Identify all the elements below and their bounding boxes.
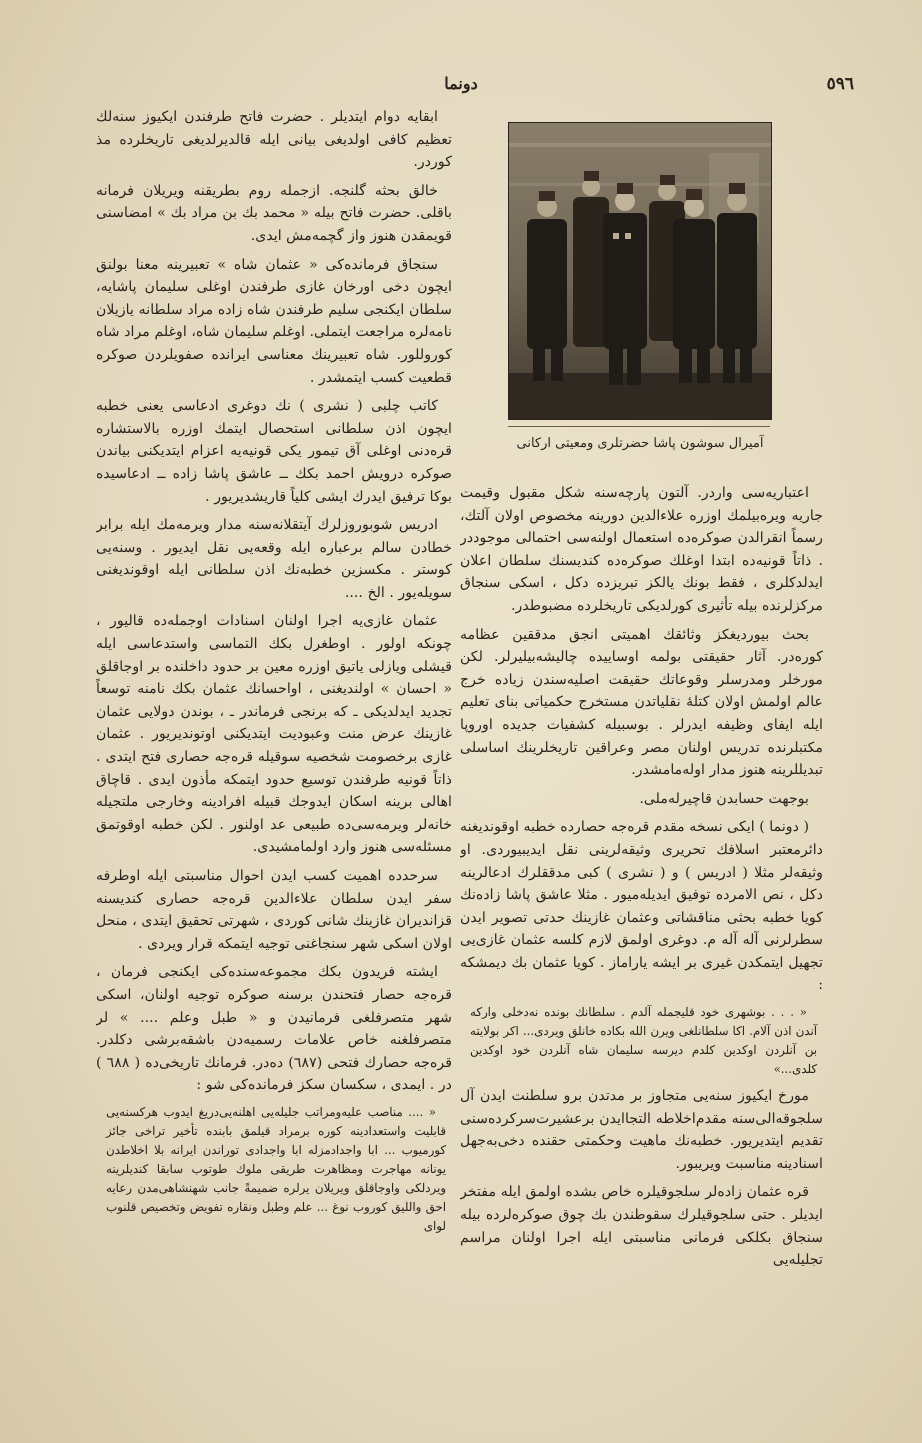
paragraph: ایشته فریدون بکك مجموعه‌سنده‌کی ایکنجی فرمان ، قره‌جه حصار فتحندن برسنه صوکره توجیه اولنان، اسکی شهر متصرفلغی فرمانیدن و « طبل وعلم .... » لر متصرفلغنه خاص علامات رسمیه‌دن باشقه‌برشی دکلدر. قره‌جه حصارك فتحی (٦٨٧) ده‌در. فرمانك تاریخی‌ده ( ٦٨٨ ) در . ایمدی ، سکسان سکز فرمانده‌کی شو : [96, 964, 452, 1094]
paragraph: ابقایه دوام ایتدیلر . حضرت فاتح طرفندن ایکیوز سنه‌لك تعظیم کافی اولدیغی بیانی ایله قالدیرلدیغی تاریخلرده مذ کوردر. [96, 109, 452, 171]
running-head: دونما [444, 74, 478, 93]
caption-rule [508, 426, 770, 427]
group-photograph [508, 122, 772, 420]
left-text-column [96, 106, 452, 1396]
paragraph: بحث بیوردیغکز وثائقك اهمیتی انجق مدققین عظامه کوره‌در. آثار حقیقتی بولمه اوساییده چالیشه‌بیلیرلر. لکن مورخلر ومدرسلر وقوعاتك حقیقت اصلیه‌سندن زیاده خرج عالم اولمش اولان کتله‌ٔ نقلیاتدن مستخرج حکمیاتی بنای تعلیم ایله ایفای وظیفه ایدرلر . بوسبیله کشفیات جدیده اوروپا مکتبلرنده تدریس اولنان مصر وعراقین تاریخلرینك اساسلی تبدیللرینه هنوز مدار اوله‌مامشدر. [460, 626, 823, 779]
page-number: ٥٩٦ [826, 74, 854, 94]
block-quote: « .... مناصب علیه‌ومراتب جلیله‌یی اهلنه‌یی‌دریغ ایدوب هرکسنه‌یی قابلیت واستعدادینه کوره برمراد قیلمق بابنده تأخیر تراخی جائز کورمیوب ... ابا واجدادمزله ابا واجدادی توراندن ایرانه بلا اخلاطدن یونانه مهاجرت ومظاهرت طریقی ملوك طوتوب سابقا کندیلرینه ویردلکی واوجاقلق ویریلان یرلره ضمیمةً جانب شهنشاهی‌مدن رعایه احق واللیق کوروب نوغ ... علم وطبل ونقاره تفویض وتخصیص قلنوب لوای [106, 1104, 446, 1233]
paragraph: ادریس شوبوروزلرك آیتقلانه‌سنه مدار ویرمه‌مك ایله برابر خطادن سالم برعباره ایله وقعه‌یی نقل ایدیور . وسنه‌یی کوستر . مکسزین خطبه‌نك اذن سلطانی ایله اوقوندیغنی سویله‌یور . الخ .... [96, 517, 452, 601]
paragraph: اعتباریه‌سی واردر. آلتون پارچه‌سنه شکل مقبول وقیمت جاریه ویره‌بیلمك اوزره علاءالدین دورینه مخصوص اولان آلتك، رسماً انقرالدن صوکره‌ده استعمال اولنه‌سی احتمالی موجوددر . ذاتاً قونیه‌ده ابتدا اوغلك صوکره‌ده کندیسنك سلطان اعلان ایدلدکلری ، فقط بونك یالکز تبریزده دکل ، اسکی سنجاق مرکزلرنده بیله تأثیری کورلدیکی تاریخلرده مضبوطدر. [460, 485, 823, 614]
paragraph: خالق بحثه گلنجه. ازجمله روم بطریقنه ویریلان فرمانه باقلی. حضرت فاتح بیله « محمد بك بن مراد بك » امضاسنی قویمقدن هنوز واز گچمه‌مش ایدی. [96, 182, 452, 244]
paragraph: سرحدده اهمیت کسب ایدن احوال مناسبتی ایله اوطرفه سفر ایدن سلطان علاءالدین قره‌جه حصاری کندیسنه قزاندیران غازینك شانی کوردی ، شهرتی تحقیق ایتدی ، منحل اولان اسکی شهر سنجاغنی توجیه ایتمکه قرار ویردی . [96, 868, 452, 952]
paragraph: سنجاق فرمانده‌کی « عثمان شاه » تعبیرینه معنا بولنق ایچون دخی اورخان غازی طرفندن اوغلی سلیمان پاشایه، سلطان ایکنجی سلیم طرفندن شاه زاده مراد سلطانه یازیلان نامه‌لره مراجعت ایتملی. اوغلم سلیمان شاه، اوغلم مراد شاه کوروللور. شاه تعبیرینك معناسی ایرانده صفویلردن صوکره قطعیت کسب ایتمشدر . [96, 256, 452, 386]
block-quote: « . . . بوشهری خود قلیجمله آلدم . سلطانك بونده نه‌دخلی وارکه آندن اذن آلام. اکا سلطانلغی ویرن الله بکاده خانلق ویردی... اکر بولایته بن آنلردن اوکدین کلدم دیرسه سلیمان شاه آنلردن خود اوکدین کلدی...» [470, 1005, 817, 1077]
photo-caption: آمیرال سوشون پاشا حضرتلری ومعیتی ارکانی [516, 436, 764, 451]
paragraph: مورخ ایکیوز سنه‌یی متجاوز بر مدتدن برو سلطنت ایدن آل سلجوقه‌الی‌سنه مقدم‌اخلاطه التجاایدن برعشیرت‌سرکرده‌سنی تقدیم ایتدیریور. خطبه‌نك ماهیت وحکمتی حقنده دخی‌به‌جهل اسنادینه مناسبت ویریبور. [460, 1088, 823, 1172]
paragraph: بوجهت حسابدن قاچیرله‌ملی. [639, 790, 809, 807]
right-text-column [460, 482, 823, 1342]
paragraph: ( دونما ) ایکی نسخه مقدم قره‌جه حصارده خطبه اوقوندیغنه دائرمعتبر اسلافك تحریری وثیقه‌لرینی نقل ایدیبیوردی. او وثیقه‌لر مثلا ( ادریس ) و ( نشری ) کبی مدققلرك ادعالرینه دکل ، نص الامرده توفیق ایدیله‌میور . مثلا عاشق پاشا زاده‌نك کویا خطبه بحثی مناقشاتی وعثمان غازینك حدتی تصویر ایدن سطرلرنی آله آله م. دوغری اولمق لازم کلسه عثمان غازی‌یی تجهیل ایتمکدن غیری بر ایشه یاراماز . کویا عثمان بك دیمشکه : [460, 819, 823, 994]
paragraph: قره عثمان زاده‌لر سلجوقیلره خاص بشده اولمق ایله مفتخر ایدیلر . حتی سلجوقیلرك سقوطندن بك چوق صوکره‌لرده بیله سنجاق بکلکی فرمانی مناسبتی ایله اجرا اولنان مراسم تجلیله‌یی [460, 1184, 823, 1269]
paragraph: عثمان غازی‌یه اجرا اولنان اسنادات اوجمله‌ده قالیور ، چونکه اولور . اوطغرل بکك التماسی واستدعاسی ایله قیشلی ویازلی یاتیق اوزره معین بر حدود داخلنده بر اوجاقلق « احسان » اولندیغنی ، اواحسانك عثمان بکك نامنه توسعاً تجدید ایدلدیکی ـ که برنجی فرماندر ـ ، بوندن دولایی عثمان غازینك عرض منت وعبودیت ایتدیکنی اوتوندیریور . عثمان غازی برخصومت شخصیه سوقیله قره‌جه حصاری فتح ایتدی . ذاتاً قونیه طرفندن توسیع حدود ایتمکه مأذون ایدی . قاچاق اهالی برینه اسکان ایدوجك قبیله افرادینه وخارجی ملتجیله خانه‌لر ویرمه‌سی‌ده طبیعی عد اولنور . لکن خطبه اوقوتمق مسئله‌سی هنوز وارد اولمامشیدی. [96, 613, 452, 856]
page-header [60, 74, 862, 104]
photograph-image [509, 123, 771, 419]
paragraph: کاتب چلبی ( نشری ) نك دوغری ادعاسی یعنی خطبه ایچون اذن سلطانی استحصال ایتمك اوزره بالاستشاره قره‌دنی اوغلی آق تیمور یکی قونیه‌یه اعزام ایتدیکنی بیاندن صوکره درویش احمد بکك ــ عاشق پاشا زاده ــ ادعاسیده بوکا ترفیق ایدرك ایشی کلیاً قاریشدیریور . [96, 398, 452, 505]
